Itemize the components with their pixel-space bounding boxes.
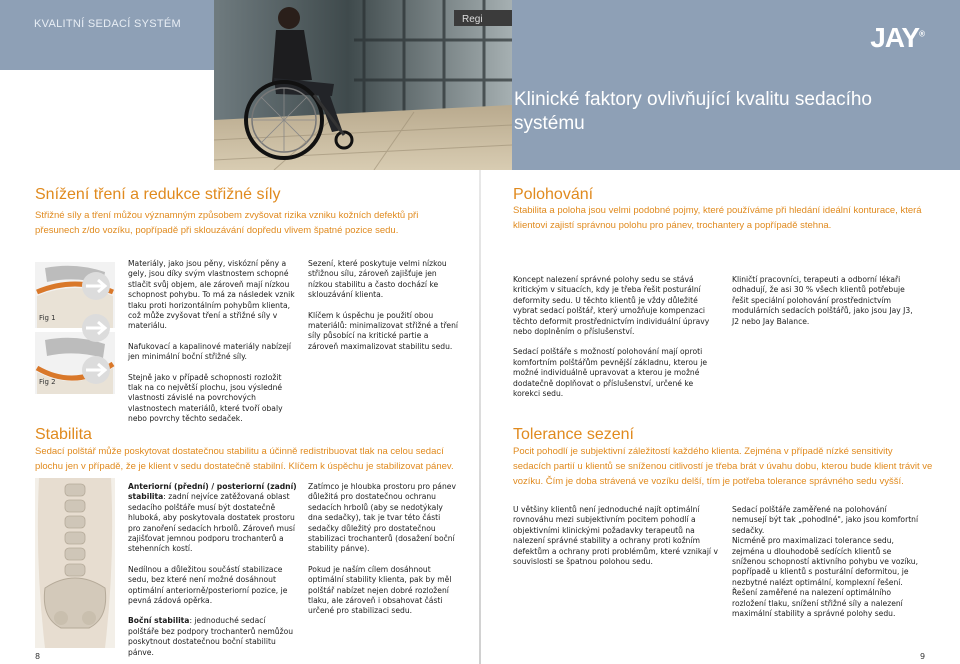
page-fold (479, 170, 481, 664)
paragraph: Sedací polštáře s možností polohování mají oproti komfortním polštářům pevnější základnu, kterou je možné individuálně upravovat a kterou je možné dodatečně doplňovat o příslušenství, určené ke korekci sedu. (513, 347, 708, 399)
positioning-column-2 (732, 275, 922, 337)
paragraph: Nicméně pro maximalizaci tolerance sedu, zejména u dlouhodobě sedících klientů se sníženou schopností aktivního pohybu ve vozíku, popřípadě u klientů s posturální deformitou, je nezbytné nalézt optimální, komplexní řešení. (732, 536, 919, 587)
paragraph: Sedací polštáře zaměřené na polohování nemusejí být tak „pohodlné", jako jsou komfortní sedačky. (732, 505, 919, 535)
stability-column-2 (308, 482, 458, 627)
pelvis-spine-illustration (35, 478, 115, 648)
paragraph-text: : zadní nejvíce zatěžovaná oblast sedacího polštáře musí být dostatečně hluboká, aby poskytovala dostatek prostoru pro zanoření sedacích hrbolů. Zároveň musí zajišťovat jemnou podporu trochanterů a stehenních kostí. (128, 492, 295, 554)
section-heading-tolerance: Tolerance sezení (513, 426, 634, 443)
paragraph: Stejně jako v případě schopnosti rozložit tlak na co největší plochu, jsou výsledné vlastnosti závislé na povrchových vlastnostech materiálů, které tvoří obaly nebo povrchy těchto sedaček. (128, 372, 283, 424)
section-heading-friction: Snížení tření a redukce střižné síly (35, 186, 281, 203)
logo-registered-mark: ® (919, 29, 924, 39)
paragraph: Klíčem k úspěchu je použití obou materiálů: minimalizovat střižné a tření síly působící na kritické partie a zároveň maximalizovat stabilitu sedu. (308, 310, 458, 351)
paragraph: U většiny klientů není jednoduché najít optimální rovnováhu mezi subjektivním pocitem pohodlí a objektivními klinickými požadavky terapeutů na nalezení správné stability a ochrany proti kožním defektům a ochrany proti problémům, které vznikají v souvislosti se špatnou polohou sedu. (513, 505, 718, 567)
paragraph: Řešení zaměřené na nalezení optimálního rozložení tlaku, snížení střižné síly a nalezení maximální stability a správné polohy sedu. (732, 588, 903, 619)
bold-term: Anteriorní (přední) / posteriorní (zadní) stabilita (128, 482, 297, 502)
section-intro-positioning: Stabilita a poloha jsou velmi podobné pojmy, které používáme při hledání ideální konturace, která klientovi zajistí správnou polohu pro pánev, trochantery a popřípadě stehna. (513, 205, 922, 231)
page-title: Klinické faktory ovlivňující kvalitu sedacího systému (514, 89, 872, 134)
paragraph (128, 482, 298, 555)
paragraph: Nafukovací a kapalinové materiály nabízejí jen minimální boční střižné síly. (128, 341, 292, 362)
section-intro-tolerance: Pocit pohodlí je subjektivní záležitostí každého klienta. Zejména v případě nízké sensitivity sedacích partií u klientů se sníženou citlivostí je třeba brát v úvahu dobu, kterou bude klient trávit ve vozíku. Čím je doba strávená ve vozíku delší, tím je potřeba tolerance správného sedu vyšší. (513, 446, 933, 487)
wheelchair-photo (214, 0, 512, 170)
friction-column-2 (308, 259, 458, 362)
page-number-right: 9 (920, 652, 926, 661)
bold-term: Boční stabilita (128, 616, 190, 626)
header-label: KVALITNÍ SEDACÍ SYSTÉM (34, 18, 181, 30)
paragraph: Materiály, jako jsou pěny, viskózní pěny a gely, jsou díky svým vlastnostem schopné stlačit svůj objem, ale zároveň mají nízkou schopnost pohybu. To má za následek vznik tlaku proti horizontálním pohybům klienta, což může zvyšovat tření a střižné síly v materiálu. (128, 259, 295, 331)
section-intro-stability: Sedací polštář může poskytovat dostatečnou stabilitu a účinně redistribuovat tlak na celou sedací plochu jen v případě, že je klient v sedu dostatečně stabilní. Klíčem k úspěchu je stabilizovat pánev. (35, 446, 454, 472)
stability-column-1 (128, 482, 298, 664)
figure-arrows (78, 270, 114, 388)
figure-1-label: Fig 1 (39, 314, 56, 322)
logo-text: JAY (870, 22, 920, 53)
paragraph (128, 616, 298, 658)
photo-sign: Regi (462, 14, 483, 25)
section-heading-stability: Stabilita (35, 426, 92, 443)
tolerance-column-1 (513, 505, 723, 577)
jay-logo (870, 22, 924, 54)
section-heading-positioning: Polohování (513, 186, 594, 203)
paragraph: Nedílnou a důležitou součástí stabilizace sedu, bez které není možné dosáhnout optimální anteriorně/posteriorní pozice, je pevná zádová opěrka. (128, 564, 288, 606)
paragraph: Pokud je naším cílem dosáhnout optimální stability klienta, pak by měl polštář nabízet nejen dobré rozložení tlaku, ale zároveň i obsahovat části určené pro stabilizaci sedu. (308, 564, 452, 616)
friction-column-1 (128, 259, 298, 435)
paragraph: Koncept nalezení správné polohy sedu se stává kritickým v situacích, kdy je třeba řešit posturální deformity sedu. U těchto klientů je vždy důležité vybrat sedací polštář, který umožňuje kompenzaci těchto deformit prostřednictvím individuální úpravy nebo doplněním o příslušenství. (513, 275, 710, 337)
paragraph-text: : jednoduché sedací polštáře bez podpory trochanterů nemůžou poskytnout dostatečnou boční stabilitu pánve. (128, 616, 294, 657)
figure-2-label: Fig 2 (39, 378, 56, 386)
positioning-column-1 (513, 275, 713, 409)
page-number-left: 8 (35, 652, 41, 661)
section-intro-friction: Střižné síly a tření můžou významným způsobem zvyšovat rizika vzniku kožních defektů při přesunech z/do vozíku, popřípadě při sklouzávání dopředu vlivem špatné pozice sedu. (35, 210, 419, 236)
tolerance-column-2 (732, 505, 922, 629)
paragraph: Sezení, které poskytuje velmi nízkou střižnou sílu, zároveň zajišťuje jen nízkou stabilitu a často dochází ke sklouzávání klienta. (308, 259, 447, 300)
paragraph: Kliničtí pracovníci, terapeuti a odborní lékaři odhadují, že asi 30 % všech klientů potřebuje řešit speciální polohování prostřednictvím modulárních sedacích polštářů, jako jsou Jay J3, J2 nebo Jay Balance. (732, 275, 913, 326)
paragraph: Zatímco je hloubka prostoru pro pánev důležitá pro dostatečnou ochranu sedacích hrbolů (aby se nedotýkaly dna sedačky), tak je tvar této části sedačky důležitý pro dostatečnou stabilizaci trochanterů (dosažení boční stability pánve). (308, 482, 456, 554)
